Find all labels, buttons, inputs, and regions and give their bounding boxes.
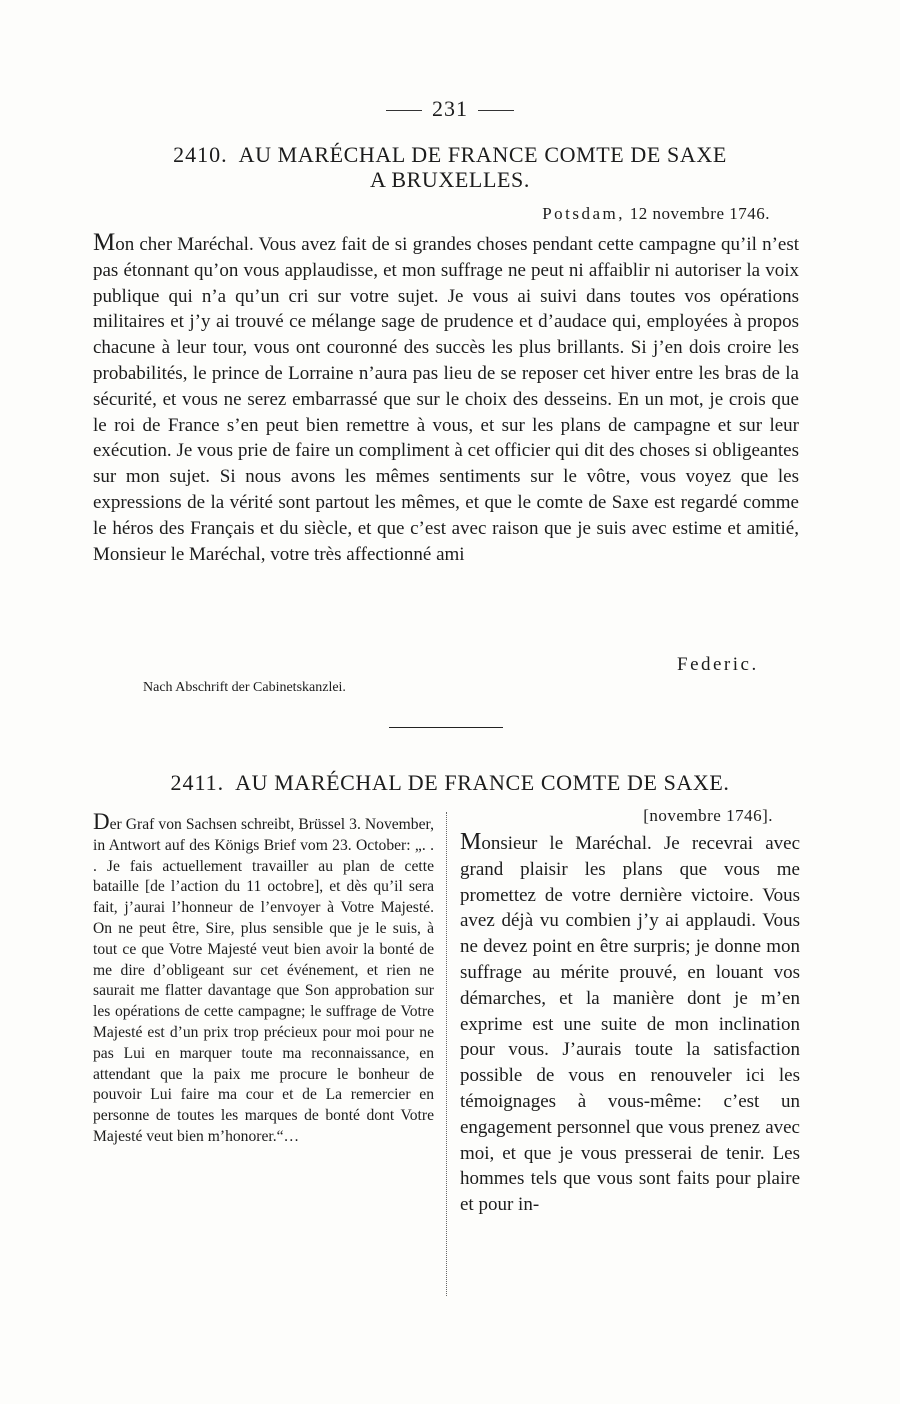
letter-2411-right-text: onsieur le Maréchal. Je recevrai avec grand plaisir les plans que vous me promettez de votre dernière victoire. Vous avez déjà vu combien j’y ai applaudi. Vous ne devez point en être surpris; je donne mon suffrage au mérite prouvé, en louant vos démarches, et la manière dont je m’en exprime est une suite de mon inclination pour vous. J’aurais toute la satisfaction possible de vous en renouveler ici les témoignages à vous-même: c’est un engagement personnel que vous prenez avec moi, et que je vous presserai de tenir. Les hommes tels que vous sont faits pour plaire et pour in- [460, 833, 800, 1216]
letter-2410-dateline [542, 204, 770, 224]
page-number [0, 96, 900, 122]
letter-2410-title: AU MARÉCHAL DE FRANCE COMTE DE SAXE [238, 142, 727, 167]
letter-2411-body [460, 830, 800, 1218]
letter-2411-title: AU MARÉCHAL DE FRANCE COMTE DE SAXE. [235, 770, 730, 795]
page-number-rule-left [386, 110, 422, 111]
letter-2411-heading [95, 770, 805, 795]
letter-2410-heading-line1 [95, 142, 805, 167]
letter-2410-source-note: Nach Abschrift der Cabinetskanzlei. [143, 680, 346, 695]
letter-2411-date: [novembre 1746]. [643, 806, 773, 825]
letter-2410-initial: M [93, 229, 116, 256]
letter-2411-number: 2411. [170, 770, 225, 795]
letter-2410-signature: Federic. [677, 654, 759, 675]
page-number-text: 231 [432, 96, 468, 121]
letter-2411-right-initial: M [460, 829, 482, 855]
section-separator [389, 727, 503, 728]
letter-2410-date: 12 novembre 1746. [629, 204, 770, 223]
letter-2410-number: 2410. [173, 142, 228, 167]
letter-2410-heading [95, 142, 805, 192]
letter-2410-place: Potsdam, [542, 204, 626, 223]
letter-2410-body [93, 230, 799, 567]
letter-2410-heading-line2: A BRUXELLES. [370, 167, 530, 192]
column-divider [446, 812, 447, 1296]
letter-2410-text: on cher Maréchal. Vous avez fait de si grandes choses pendant cette campagne qu’il n’est pas étonnant qu’on vous applaudisse, et mon suffrage ne peut ni affaiblir ni autoriser la voix publique qui n’a qu’un cri sur votre sujet. Je vous ai suivi dans toutes vos opérations militaires et j’y ai trouvé ce mélange sage de prudence et d’audace qui, employées à propos chacune à leur tour, vous ont couronné des succès les plus brillants. Si j’en dois croire les probabilités, le prince de Lorraine n’aura pas lieu de se reposer cet hiver entre les bras de la sécurité, et vous ne serez embarrassé que sur le choix des desseins. En un mot, je crois que le roi de France s’en peut bien remettre à vous, et sur les plans de campagne et sur leur exécution. Je vous prie de faire un compliment à cet officier qui dit des choses si obligeantes sur mon sujet. Si nous avons les mêmes sentiments sur le vôtre, vous voyez que les expressions de la vérité sont partout les mêmes, et que le comte de Saxe est regardé comme le héros des Français et du siècle, et que c’est avec raison que je suis avec estime et amitié, Monsieur le Maréchal, votre très affectionné ami [93, 234, 799, 565]
page-number-rule-right [478, 110, 514, 111]
letter-2411-left-initial: D [93, 809, 110, 834]
letter-2411-left-text: er Graf von Sachsen schreibt, Brüssel 3. November, in Antwort auf des Königs Brief vom 23. October: „. . . Je fais actuellement travailler au plan de cette bataille [de l’action du 11 octobre], et dès qu’il sera fait, j’aurai l’honneur de l’envoyer à Votre Majesté. On ne peut être, Sire, plus sensible que je le suis, à tout ce que Votre Majesté veut bien avoir la bonté de me dire d’obligeant sur cet événement, et rien ne saurait me flatter davantage que Son approbation sur les opérations de cette campagne; le suffrage de Votre Majesté est d’un prix trop précieux pour moi pour ne pas Lui en marquer toute ma reconnaissance, en attendant que la paix me procure le bonheur de pouvoir Lui faire ma cour et de La remercier en personne de toutes les marques de bonté dont Votre Majesté veut bien m’honorer.“… [93, 816, 434, 1145]
letter-2411-editorial-note [93, 809, 434, 1148]
